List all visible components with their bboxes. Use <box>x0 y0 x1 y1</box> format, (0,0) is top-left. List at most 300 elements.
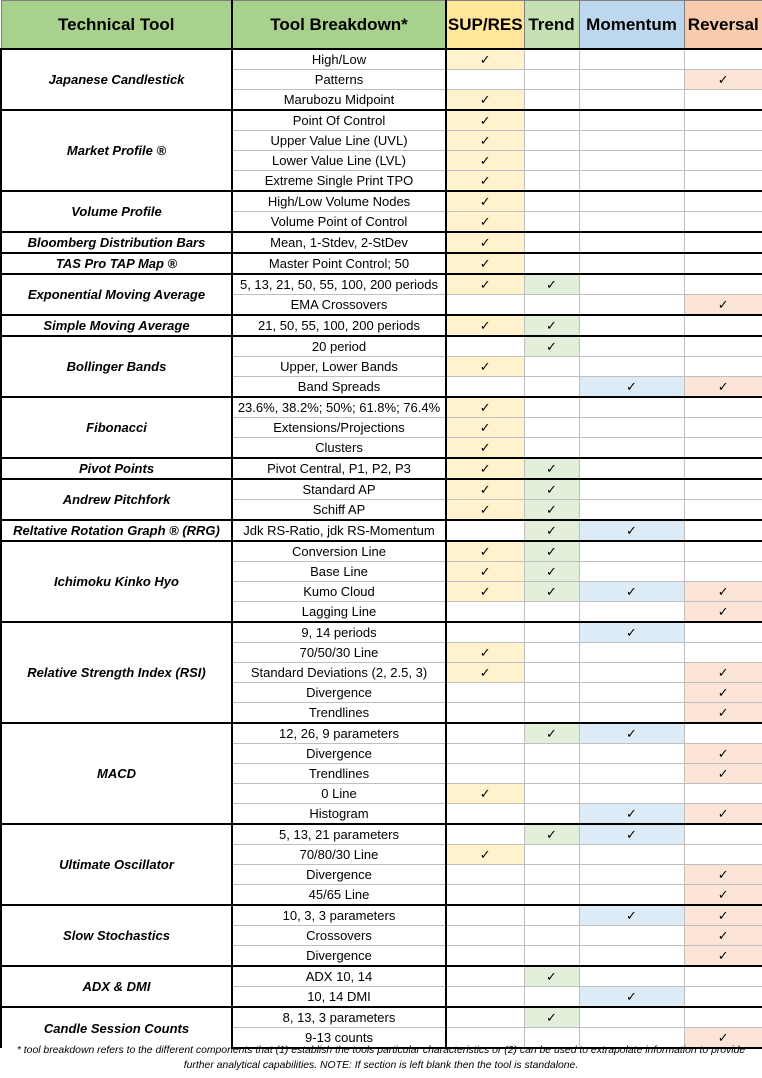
momentum-cell <box>579 946 684 967</box>
sup-res-cell <box>446 418 524 438</box>
check-mark-icon: ✓ <box>479 318 491 334</box>
momentum-cell <box>579 845 684 865</box>
header-row <box>1 1 762 50</box>
check-mark-icon: ✓ <box>479 113 491 129</box>
check-mark-icon: ✓ <box>626 625 637 641</box>
sup-res-cell <box>446 171 524 192</box>
tool-breakdown-cell: Master Point Control; 50 <box>232 253 446 274</box>
reversal-cell <box>684 131 762 151</box>
sup-res-cell <box>446 1007 524 1028</box>
tool-name-cell: Bloomberg Distribution Bars <box>1 232 232 253</box>
tool-name-cell: Market Profile ® <box>1 110 232 191</box>
check-mark-icon: ✓ <box>479 645 491 661</box>
momentum-cell <box>579 500 684 521</box>
sup-res-cell <box>446 458 524 479</box>
trend-cell <box>524 131 579 151</box>
table-row <box>1 966 762 987</box>
check-mark-icon: ✓ <box>717 908 729 924</box>
check-mark-icon: ✓ <box>717 887 729 903</box>
sup-res-cell <box>446 683 524 703</box>
trend-cell <box>524 723 579 744</box>
check-mark-icon: ✓ <box>479 502 491 518</box>
tool-breakdown-cell: 21, 50, 55, 100, 200 periods <box>232 315 446 336</box>
sup-res-cell <box>446 438 524 459</box>
tool-breakdown-cell: Volume Point of Control <box>232 212 446 233</box>
check-mark-icon: ✓ <box>479 256 491 272</box>
momentum-cell <box>579 744 684 764</box>
check-mark-icon: ✓ <box>717 72 729 88</box>
momentum-cell <box>579 212 684 233</box>
check-mark-icon: ✓ <box>717 1030 729 1046</box>
tool-breakdown-cell: Schiff AP <box>232 500 446 521</box>
momentum-cell <box>579 804 684 825</box>
reversal-cell <box>684 151 762 171</box>
sup-res-cell <box>446 784 524 804</box>
momentum-cell <box>579 643 684 663</box>
tool-breakdown-cell: Conversion Line <box>232 541 446 562</box>
tool-breakdown-cell: 70/50/30 Line <box>232 643 446 663</box>
reversal-cell <box>684 295 762 316</box>
trend-cell <box>524 622 579 643</box>
check-mark-icon: ✓ <box>546 969 557 985</box>
check-mark-icon: ✓ <box>479 214 491 230</box>
sup-res-cell <box>446 151 524 171</box>
reversal-cell <box>684 987 762 1008</box>
tool-breakdown-cell: Trendlines <box>232 703 446 724</box>
reversal-cell <box>684 865 762 885</box>
momentum-cell <box>579 418 684 438</box>
check-mark-icon: ✓ <box>479 92 491 108</box>
reversal-cell <box>684 541 762 562</box>
check-mark-icon: ✓ <box>626 726 637 742</box>
header-sup-res: SUP/RES <box>446 1 524 50</box>
momentum-cell <box>579 171 684 192</box>
check-mark-icon: ✓ <box>546 482 557 498</box>
check-mark-icon: ✓ <box>546 339 557 355</box>
sup-res-cell <box>446 744 524 764</box>
momentum-cell <box>579 336 684 357</box>
table-row <box>1 1007 762 1028</box>
trend-cell <box>524 643 579 663</box>
check-mark-icon: ✓ <box>546 318 557 334</box>
tool-name-cell: Japanese Candlestick <box>1 49 232 110</box>
sup-res-cell <box>446 520 524 541</box>
sup-res-cell <box>446 987 524 1008</box>
momentum-cell <box>579 90 684 111</box>
sup-res-cell <box>446 804 524 825</box>
sup-res-cell <box>446 397 524 418</box>
sup-res-cell <box>446 845 524 865</box>
header-trend: Trend <box>524 1 579 50</box>
tool-breakdown-cell: Divergence <box>232 683 446 703</box>
reversal-cell <box>684 458 762 479</box>
table-row <box>1 458 762 479</box>
sup-res-cell <box>446 885 524 906</box>
header-technical-tool: Technical Tool <box>1 1 232 50</box>
tool-breakdown-cell: Extreme Single Print TPO <box>232 171 446 192</box>
reversal-cell <box>684 804 762 825</box>
check-mark-icon: ✓ <box>717 948 729 964</box>
trend-cell <box>524 418 579 438</box>
check-mark-icon: ✓ <box>717 584 729 600</box>
momentum-cell <box>579 438 684 459</box>
sup-res-cell <box>446 905 524 926</box>
momentum-cell <box>579 926 684 946</box>
momentum-cell <box>579 541 684 562</box>
sup-res-cell <box>446 274 524 295</box>
tool-breakdown-cell: 45/65 Line <box>232 885 446 906</box>
reversal-cell <box>684 764 762 784</box>
momentum-cell <box>579 582 684 602</box>
check-mark-icon: ✓ <box>717 604 729 620</box>
tool-name-cell: Andrew Pitchfork <box>1 479 232 520</box>
momentum-cell <box>579 663 684 683</box>
check-mark-icon: ✓ <box>479 153 491 169</box>
trend-cell <box>524 151 579 171</box>
tool-breakdown-cell: 10, 3, 3 parameters <box>232 905 446 926</box>
check-mark-icon: ✓ <box>626 827 637 843</box>
table-row <box>1 520 762 541</box>
check-mark-icon: ✓ <box>479 482 491 498</box>
reversal-cell <box>684 885 762 906</box>
reversal-cell <box>684 357 762 377</box>
trend-cell <box>524 703 579 724</box>
sup-res-cell <box>446 622 524 643</box>
tool-name-cell: Volume Profile <box>1 191 232 232</box>
reversal-cell <box>684 602 762 623</box>
reversal-cell <box>684 479 762 500</box>
trend-cell <box>524 212 579 233</box>
reversal-cell <box>684 703 762 724</box>
reversal-cell <box>684 253 762 274</box>
reversal-cell <box>684 784 762 804</box>
reversal-cell <box>684 191 762 212</box>
reversal-cell <box>684 622 762 643</box>
tool-name-cell: Relative Strength Index (RSI) <box>1 622 232 723</box>
sup-res-cell <box>446 232 524 253</box>
tool-breakdown-cell: Mean, 1-Stdev, 2-StDev <box>232 232 446 253</box>
reversal-cell <box>684 582 762 602</box>
reversal-cell <box>684 49 762 70</box>
tool-breakdown-cell: Trendlines <box>232 764 446 784</box>
reversal-cell <box>684 905 762 926</box>
reversal-cell <box>684 643 762 663</box>
momentum-cell <box>579 479 684 500</box>
reversal-cell <box>684 663 762 683</box>
sup-res-cell <box>446 824 524 845</box>
momentum-cell <box>579 905 684 926</box>
check-mark-icon: ✓ <box>717 806 729 822</box>
check-mark-icon: ✓ <box>717 928 729 944</box>
momentum-cell <box>579 824 684 845</box>
momentum-cell <box>579 784 684 804</box>
trend-cell <box>524 804 579 825</box>
table-row <box>1 824 762 845</box>
trend-cell <box>524 90 579 111</box>
sup-res-cell <box>446 764 524 784</box>
check-mark-icon: ✓ <box>479 133 491 149</box>
header-tool-breakdown: Tool Breakdown* <box>232 1 446 50</box>
tool-breakdown-cell: 5, 13, 21 parameters <box>232 824 446 845</box>
trend-cell <box>524 824 579 845</box>
reversal-cell <box>684 845 762 865</box>
check-mark-icon: ✓ <box>546 827 557 843</box>
check-mark-icon: ✓ <box>626 523 637 539</box>
reversal-cell <box>684 315 762 336</box>
momentum-cell <box>579 966 684 987</box>
check-mark-icon: ✓ <box>546 544 557 560</box>
table-row <box>1 723 762 744</box>
table-row <box>1 49 762 70</box>
sup-res-cell <box>446 336 524 357</box>
momentum-cell <box>579 131 684 151</box>
sup-res-cell <box>446 377 524 398</box>
momentum-cell <box>579 562 684 582</box>
table-row <box>1 274 762 295</box>
check-mark-icon: ✓ <box>479 235 491 251</box>
momentum-cell <box>579 110 684 131</box>
trend-cell <box>524 744 579 764</box>
tool-name-cell: Reltative Rotation Graph ® (RRG) <box>1 520 232 541</box>
reversal-cell <box>684 1007 762 1028</box>
sup-res-cell <box>446 703 524 724</box>
momentum-cell <box>579 703 684 724</box>
check-mark-icon: ✓ <box>626 908 637 924</box>
tool-breakdown-cell: Kumo Cloud <box>232 582 446 602</box>
sup-res-cell <box>446 212 524 233</box>
momentum-cell <box>579 602 684 623</box>
check-mark-icon: ✓ <box>546 726 557 742</box>
sup-res-cell <box>446 90 524 111</box>
trend-cell <box>524 663 579 683</box>
sup-res-cell <box>446 479 524 500</box>
table-row <box>1 905 762 926</box>
tool-breakdown-cell: 0 Line <box>232 784 446 804</box>
momentum-cell <box>579 232 684 253</box>
check-mark-icon: ✓ <box>717 685 729 701</box>
check-mark-icon: ✓ <box>479 584 491 600</box>
momentum-cell <box>579 274 684 295</box>
tool-breakdown-cell: Marubozu Midpoint <box>232 90 446 111</box>
reversal-cell <box>684 110 762 131</box>
reversal-cell <box>684 946 762 967</box>
trend-cell <box>524 500 579 521</box>
trend-cell <box>524 602 579 623</box>
check-mark-icon: ✓ <box>626 989 637 1005</box>
trend-cell <box>524 885 579 906</box>
tool-breakdown-cell: Crossovers <box>232 926 446 946</box>
momentum-cell <box>579 253 684 274</box>
tool-breakdown-cell: Band Spreads <box>232 377 446 398</box>
table-row <box>1 397 762 418</box>
check-mark-icon: ✓ <box>717 867 729 883</box>
trend-cell <box>524 845 579 865</box>
check-mark-icon: ✓ <box>546 523 557 539</box>
tool-breakdown-cell: Patterns <box>232 70 446 90</box>
sup-res-cell <box>446 49 524 70</box>
tool-name-cell: Exponential Moving Average <box>1 274 232 315</box>
sup-res-cell <box>446 541 524 562</box>
tool-breakdown-cell: Divergence <box>232 744 446 764</box>
trend-cell <box>524 865 579 885</box>
tool-breakdown-cell: 70/80/30 Line <box>232 845 446 865</box>
tool-breakdown-cell: ADX 10, 14 <box>232 966 446 987</box>
tool-name-cell: Ichimoku Kinko Hyo <box>1 541 232 622</box>
sup-res-cell <box>446 946 524 967</box>
check-mark-icon: ✓ <box>546 584 557 600</box>
tool-breakdown-cell: Jdk RS-Ratio, jdk RS-Momentum <box>232 520 446 541</box>
momentum-cell <box>579 520 684 541</box>
tool-breakdown-cell: Lagging Line <box>232 602 446 623</box>
tool-breakdown-cell: Upper, Lower Bands <box>232 357 446 377</box>
reversal-cell <box>684 683 762 703</box>
momentum-cell <box>579 865 684 885</box>
reversal-cell <box>684 926 762 946</box>
check-mark-icon: ✓ <box>479 440 491 456</box>
tool-name-cell: Slow Stochastics <box>1 905 232 966</box>
tool-breakdown-cell: Extensions/Projections <box>232 418 446 438</box>
trend-cell <box>524 253 579 274</box>
tool-breakdown-cell: Lower Value Line (LVL) <box>232 151 446 171</box>
reversal-cell <box>684 438 762 459</box>
momentum-cell <box>579 49 684 70</box>
tool-breakdown-cell: 20 period <box>232 336 446 357</box>
check-mark-icon: ✓ <box>717 705 729 721</box>
check-mark-icon: ✓ <box>479 420 491 436</box>
trend-cell <box>524 295 579 316</box>
check-mark-icon: ✓ <box>479 847 491 863</box>
momentum-cell <box>579 458 684 479</box>
trend-cell <box>524 377 579 398</box>
momentum-cell <box>579 377 684 398</box>
tool-name-cell: Pivot Points <box>1 458 232 479</box>
tool-breakdown-cell: High/Low <box>232 49 446 70</box>
trend-cell <box>524 191 579 212</box>
trend-cell <box>524 946 579 967</box>
momentum-cell <box>579 1007 684 1028</box>
header-reversal: Reversal <box>684 1 762 50</box>
tool-name-cell: Fibonacci <box>1 397 232 458</box>
check-mark-icon: ✓ <box>479 461 491 477</box>
trend-cell <box>524 784 579 804</box>
reversal-cell <box>684 232 762 253</box>
reversal-cell <box>684 377 762 398</box>
trend-cell <box>524 905 579 926</box>
tool-name-cell: ADX & DMI <box>1 966 232 1007</box>
sup-res-cell <box>446 70 524 90</box>
sup-res-cell <box>446 602 524 623</box>
check-mark-icon: ✓ <box>717 746 729 762</box>
table-row <box>1 336 762 357</box>
tool-breakdown-cell: Upper Value Line (UVL) <box>232 131 446 151</box>
table-row <box>1 315 762 336</box>
trend-cell <box>524 171 579 192</box>
trend-cell <box>524 438 579 459</box>
tool-breakdown-cell: Pivot Central, P1, P2, P3 <box>232 458 446 479</box>
momentum-cell <box>579 315 684 336</box>
trend-cell <box>524 274 579 295</box>
sup-res-cell <box>446 663 524 683</box>
check-mark-icon: ✓ <box>546 277 557 293</box>
trend-cell <box>524 987 579 1008</box>
momentum-cell <box>579 683 684 703</box>
check-mark-icon: ✓ <box>717 665 729 681</box>
table-row <box>1 110 762 131</box>
sup-res-cell <box>446 500 524 521</box>
sup-res-cell <box>446 582 524 602</box>
check-mark-icon: ✓ <box>626 806 637 822</box>
sup-res-cell <box>446 966 524 987</box>
reversal-cell <box>684 500 762 521</box>
check-mark-icon: ✓ <box>546 502 557 518</box>
trend-cell <box>524 683 579 703</box>
sup-res-cell <box>446 723 524 744</box>
tool-breakdown-cell: EMA Crossovers <box>232 295 446 316</box>
momentum-cell <box>579 151 684 171</box>
reversal-cell <box>684 212 762 233</box>
trend-cell <box>524 764 579 784</box>
sup-res-cell <box>446 562 524 582</box>
table-row <box>1 479 762 500</box>
reversal-cell <box>684 90 762 111</box>
check-mark-icon: ✓ <box>626 584 637 600</box>
reversal-cell <box>684 723 762 744</box>
sup-res-cell <box>446 926 524 946</box>
trend-cell <box>524 397 579 418</box>
momentum-cell <box>579 191 684 212</box>
trend-cell <box>524 70 579 90</box>
reversal-cell <box>684 70 762 90</box>
trend-cell <box>524 926 579 946</box>
tool-name-cell: Bollinger Bands <box>1 336 232 397</box>
tool-breakdown-cell: 9-13 counts <box>232 1028 446 1049</box>
tool-breakdown-cell: Histogram <box>232 804 446 825</box>
momentum-cell <box>579 295 684 316</box>
tool-breakdown-cell: Point Of Control <box>232 110 446 131</box>
check-mark-icon: ✓ <box>479 564 491 580</box>
tool-name-cell: TAS Pro TAP Map ® <box>1 253 232 274</box>
check-mark-icon: ✓ <box>479 400 491 416</box>
tool-breakdown-cell: 5, 13, 21, 50, 55, 100, 200 periods <box>232 274 446 295</box>
reversal-cell <box>684 171 762 192</box>
reversal-cell <box>684 966 762 987</box>
check-mark-icon: ✓ <box>626 379 637 395</box>
tool-breakdown-cell: Standard AP <box>232 479 446 500</box>
tool-name-cell: Ultimate Oscillator <box>1 824 232 905</box>
sup-res-cell <box>446 110 524 131</box>
footnote: * tool breakdown refers to the different components that (1) establish the tools particular characteristics or (2) can be used to extrapolate information to provide further analytical capabilities. NOTE: If section is left blank then the tool is standalone. <box>16 1045 746 1071</box>
table-row <box>1 191 762 212</box>
tool-breakdown-cell: 23.6%, 38.2%; 50%; 61.8%; 76.4% <box>232 397 446 418</box>
momentum-cell <box>579 397 684 418</box>
check-mark-icon: ✓ <box>546 564 557 580</box>
trend-cell <box>524 315 579 336</box>
table-row <box>1 622 762 643</box>
sup-res-cell <box>446 191 524 212</box>
tool-breakdown-cell: Standard Deviations (2, 2.5, 3) <box>232 663 446 683</box>
reversal-cell <box>684 397 762 418</box>
check-mark-icon: ✓ <box>479 194 491 210</box>
table-row <box>1 541 762 562</box>
check-mark-icon: ✓ <box>717 297 729 313</box>
trend-cell <box>524 458 579 479</box>
trend-cell <box>524 541 579 562</box>
check-mark-icon: ✓ <box>479 52 491 68</box>
trend-cell <box>524 520 579 541</box>
tool-breakdown-cell: Divergence <box>232 865 446 885</box>
check-mark-icon: ✓ <box>479 665 491 681</box>
check-mark-icon: ✓ <box>546 1010 557 1026</box>
